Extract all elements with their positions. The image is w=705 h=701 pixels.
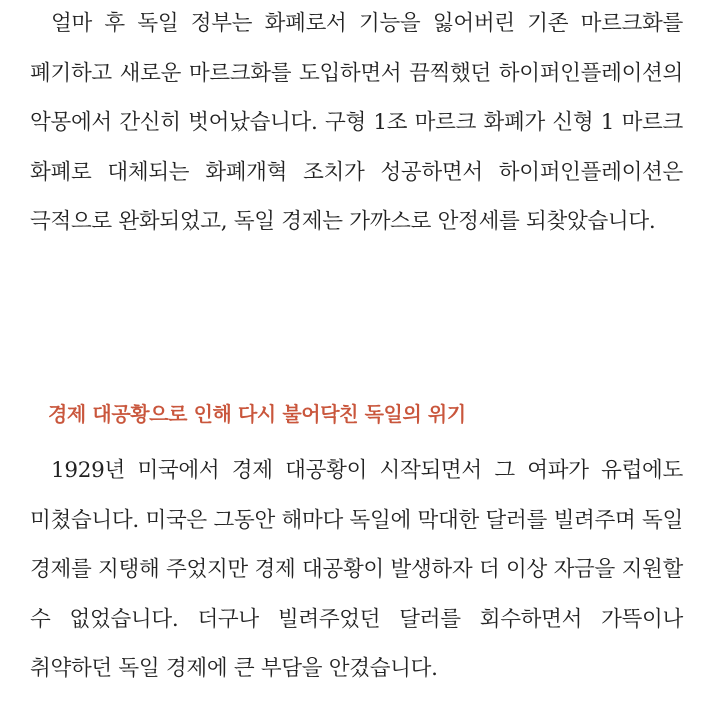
body-paragraph-currency-reform: 얼마 후 독일 정부는 화폐로서 기능을 잃어버린 기존 마르크화를 폐기하고 새로운 마르크화를 도입하면서 끔찍했던 하이퍼인플레이션의 악몽에서 간신히 벗어났습니다. 구형 1조 마르크 화폐가 신형 1 마르크 화폐로 대체되는 화폐개혁 조치가 성공하면서 하이퍼인플레이션은 극적으로 완화되었고, 독일 경제는 가까스로 안정세를 되찾았습니다. <box>30 11 683 234</box>
body-paragraph-great-depression: 1929년 미국에서 경제 대공황이 시작되면서 그 여파가 유럽에도 미쳤습니다. 미국은 그동안 해마다 독일에 막대한 달러를 빌려주며 독일 경제를 지탱해 주었지만 경제 대공황이 발생하자 더 이상 자금을 지원할 수 없었습니다. 더구나 빌려주었던 달러를 회수하면서 가뜩이나 취약하던 독일 경제에 큰 부담을 안겼습니다. <box>30 458 683 681</box>
section-heading: 경제 대공황으로 인해 다시 불어닥친 독일의 위기 <box>48 402 466 426</box>
